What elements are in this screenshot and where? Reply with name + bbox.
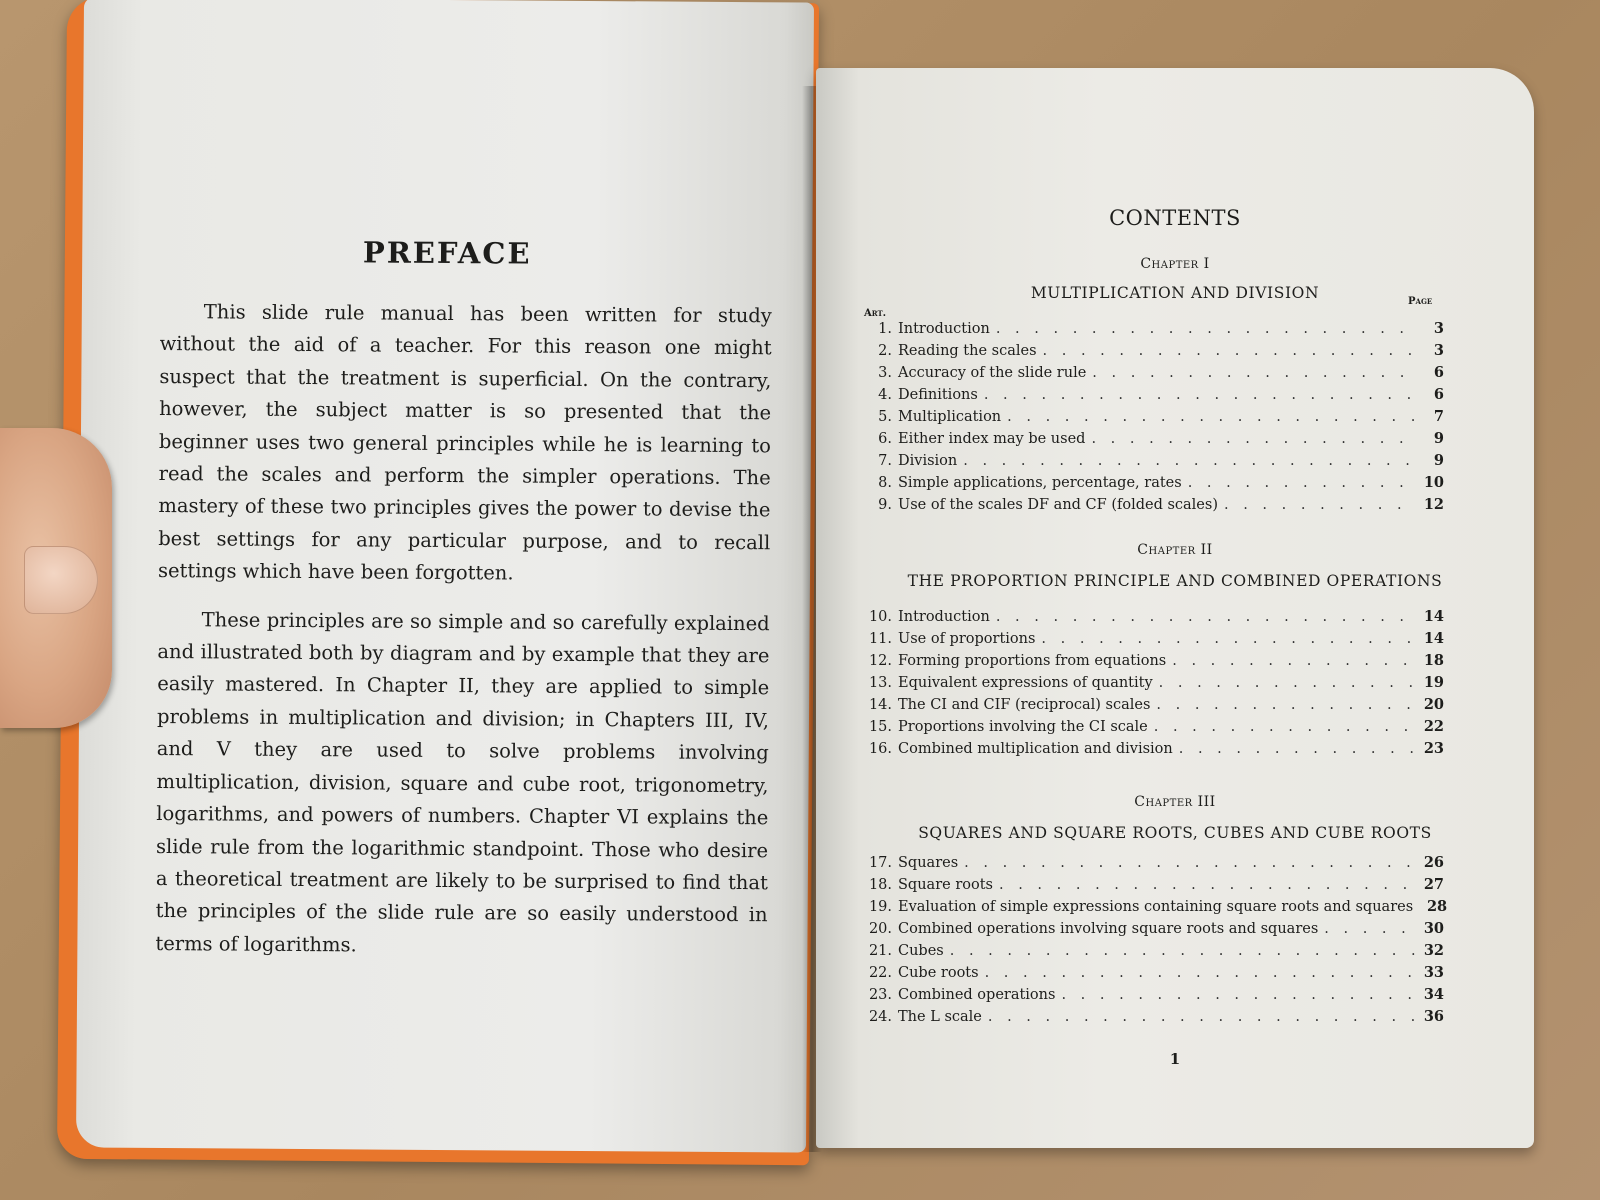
toc-entry-page: 6 [1433, 364, 1444, 381]
toc-entry[interactable] [866, 898, 1448, 920]
toc-entry-page: 19 [1423, 674, 1444, 691]
dot-leader [1007, 409, 1416, 425]
toc-entry-page: 20 [1423, 696, 1444, 713]
toc-entry[interactable] [866, 876, 1444, 898]
toc-entry[interactable] [866, 986, 1444, 1008]
toc-entry-number: 24. [868, 1009, 892, 1025]
dot-leader [950, 943, 1416, 959]
thumbnail-nail [24, 546, 98, 614]
dot-leader [1172, 653, 1416, 669]
dot-leader [999, 877, 1416, 893]
preface-paragraph: These principles are so simple and so carefully explained and illustrated both by diagram and by example that they are easily mastered. In Chapter II, they are applied to simple problems in multiplication and division; in Chapters III, IV, and V they are used to solve problems involving multiplication, division, square and cube root, trigonometry, logarithms, and powers of numbers. Chapter VI explains the slide rule from the logarithmic standpoint. Those who desire a theoretical treatment are likely to be surprised to find that the principles of the slide rule are so easily understood in terms of logarithms. [155, 607, 770, 957]
toc-entry-title: Combined multiplication and division [898, 741, 1173, 757]
toc-entry-title: Squares [898, 855, 959, 871]
toc-entry-title: Equivalent expressions of quantity [898, 675, 1153, 691]
toc-entry-number: 12. [868, 653, 892, 669]
toc-entry-title: Introduction [898, 321, 990, 337]
dot-leader [964, 855, 1416, 871]
toc-entry[interactable] [866, 630, 1444, 652]
toc-entry-title: Introduction [898, 609, 990, 625]
toc-entry[interactable] [866, 474, 1444, 496]
preface-body [155, 296, 772, 980]
toc-entry[interactable] [866, 408, 1444, 430]
toc-entry-page: 30 [1423, 920, 1444, 937]
toc-entry-number: 17. [868, 855, 892, 871]
dot-leader [1188, 475, 1416, 491]
toc-entry-title: Use of the scales DF and CF (folded scales) [898, 497, 1218, 513]
toc-entry-title: Cubes [898, 943, 944, 959]
toc-entry[interactable] [866, 386, 1444, 408]
toc-entry[interactable] [866, 920, 1444, 942]
toc-entry-number: 16. [868, 741, 892, 757]
toc-entry-number: 5. [878, 409, 892, 425]
toc-entry[interactable] [866, 320, 1444, 342]
toc-entry-title: Simple applications, percentage, rates [898, 475, 1182, 491]
toc-entry-title: The L scale [898, 1009, 982, 1025]
toc-entry-number: 9. [878, 497, 892, 513]
toc-entry-page: 27 [1423, 876, 1444, 893]
art-column-label: Art. [864, 308, 887, 319]
dot-leader [1154, 719, 1416, 735]
preface-page [76, 0, 814, 1153]
toc-entry-number: 15. [868, 719, 892, 735]
dot-leader [996, 321, 1416, 337]
dot-leader [1179, 741, 1416, 757]
toc-entry-number: 18. [868, 877, 892, 893]
toc-entry-number: 14. [868, 697, 892, 713]
thumb [0, 428, 112, 728]
toc-entry-number: 2. [878, 343, 892, 359]
chapter-title: SQUARES AND SQUARE ROOTS, CUBES AND CUBE ROOTS [918, 824, 1432, 842]
toc-entry-page: 6 [1433, 386, 1444, 403]
toc-entry-page: 23 [1423, 740, 1444, 757]
toc-entry[interactable] [866, 608, 1444, 630]
dot-leader [1041, 631, 1416, 647]
toc-entry-number: 13. [868, 675, 892, 691]
toc-entry-number: 11. [868, 631, 892, 647]
toc-entry-number: 3. [878, 365, 892, 381]
toc-entry-title: Multiplication [898, 409, 1002, 425]
dot-leader [963, 453, 1416, 469]
toc-entry-page: 32 [1423, 942, 1444, 959]
toc-entry[interactable] [866, 718, 1444, 740]
toc-entry-title: Accuracy of the slide rule [898, 365, 1087, 381]
toc-entry[interactable] [866, 652, 1444, 674]
toc-entry-page: 3 [1433, 342, 1444, 359]
dot-leader [1224, 497, 1416, 513]
toc-entry-number: 20. [868, 921, 892, 937]
chapter-label: Chapter II [1137, 542, 1213, 558]
chapter-title: THE PROPORTION PRINCIPLE AND COMBINED OPERATIONS [907, 572, 1443, 590]
toc-entry-title: Definitions [898, 387, 978, 403]
toc-entry-page: 10 [1423, 474, 1444, 491]
chapter-title: MULTIPLICATION AND DIVISION [1030, 284, 1320, 302]
toc-entry-title: Combined operations involving square roots and squares [898, 921, 1319, 937]
toc-entry[interactable] [866, 740, 1444, 762]
toc-entry[interactable] [866, 342, 1444, 364]
dot-leader [988, 1009, 1416, 1025]
toc-entry[interactable] [866, 1008, 1444, 1030]
toc-entry-title: Forming proportions from equations [898, 653, 1167, 669]
toc-entry-page: 14 [1423, 630, 1444, 647]
toc-entry[interactable] [866, 452, 1444, 474]
chapter-2-entries [866, 608, 1444, 762]
toc-entry-page: 14 [1423, 608, 1444, 625]
dot-leader [1092, 365, 1416, 381]
toc-entry[interactable] [866, 430, 1444, 452]
dot-leader [996, 609, 1416, 625]
dot-leader [1159, 675, 1416, 691]
dot-leader [984, 387, 1416, 403]
toc-entry-title: Cube roots [898, 965, 979, 981]
chapter-label: Chapter I [1140, 256, 1210, 272]
toc-entry-title: Use of proportions [898, 631, 1036, 647]
page-column-label: Page [1408, 296, 1433, 307]
toc-entry-page: 12 [1423, 496, 1444, 513]
toc-entry-number: 6. [878, 431, 892, 447]
toc-entry-number: 8. [878, 475, 892, 491]
toc-entry-title: Square roots [898, 877, 993, 893]
preface-paragraph: This slide rule manual has been written for study without the aid of a teacher. For this reason one might suspect that the treatment is superficial. On the contrary, however, the subject matter is so presented that the beginner uses two general principles while he is learning to read the scales and perform the simpler operations. The mastery of these two principles gives the power to devise the best settings for any particular purpose, and to recall settings which have been forgotten. [157, 300, 772, 585]
toc-entry[interactable] [866, 696, 1444, 718]
dot-leader [1324, 921, 1416, 937]
chapter-3-entries [866, 854, 1448, 1030]
dot-leader [1043, 343, 1416, 359]
toc-entry-page: 9 [1433, 452, 1444, 469]
toc-entry[interactable] [866, 496, 1444, 518]
toc-entry-number: 22. [868, 965, 892, 981]
dot-leader [1061, 987, 1416, 1003]
toc-entry-title: Division [898, 453, 958, 469]
toc-entry-title: Either index may be used [898, 431, 1086, 447]
toc-entry[interactable] [866, 942, 1444, 964]
toc-entry-number: 4. [878, 387, 892, 403]
toc-entry-page: 36 [1423, 1008, 1444, 1025]
toc-entry-number: 21. [868, 943, 892, 959]
toc-entry-page: 26 [1423, 854, 1444, 871]
dot-leader [985, 965, 1416, 981]
toc-entry[interactable] [866, 674, 1444, 696]
toc-entry-number: 1. [878, 321, 892, 337]
toc-entry[interactable] [866, 964, 1444, 986]
toc-entry[interactable] [866, 854, 1444, 876]
toc-entry-page: 28 [1426, 898, 1448, 915]
dot-leader [1091, 431, 1416, 447]
toc-entry[interactable] [866, 364, 1444, 386]
toc-entry-number: 7. [878, 453, 892, 469]
toc-entry-page: 18 [1423, 652, 1444, 669]
toc-entry-title: Proportions involving the CI scale [898, 719, 1148, 735]
toc-entry-page: 7 [1433, 408, 1444, 425]
toc-entry-number: 23. [868, 987, 892, 1003]
toc-entry-page: 22 [1423, 718, 1444, 735]
toc-entry-number: 10. [868, 609, 892, 625]
toc-entry-title: The CI and CIF (reciprocal) scales [898, 697, 1151, 713]
contents-page [816, 68, 1534, 1148]
toc-entry-number: 19. [868, 899, 892, 915]
page-number: 1 [1169, 1050, 1181, 1068]
dot-leader [1156, 697, 1416, 713]
toc-entry-page: 9 [1433, 430, 1444, 447]
toc-entry-title: Reading the scales [898, 343, 1037, 359]
toc-entry-page: 34 [1423, 986, 1444, 1003]
preface-title: PREFACE [362, 235, 532, 271]
chapter-label: Chapter III [1134, 794, 1216, 810]
toc-entry-page: 33 [1423, 964, 1444, 981]
contents-title: CONTENTS [1109, 206, 1241, 230]
chapter-1-entries [866, 320, 1444, 518]
toc-entry-title: Combined operations [898, 987, 1056, 1003]
toc-entry-page: 3 [1433, 320, 1444, 337]
toc-entry-title: Evaluation of simple expressions containing square roots and squares [898, 899, 1414, 915]
